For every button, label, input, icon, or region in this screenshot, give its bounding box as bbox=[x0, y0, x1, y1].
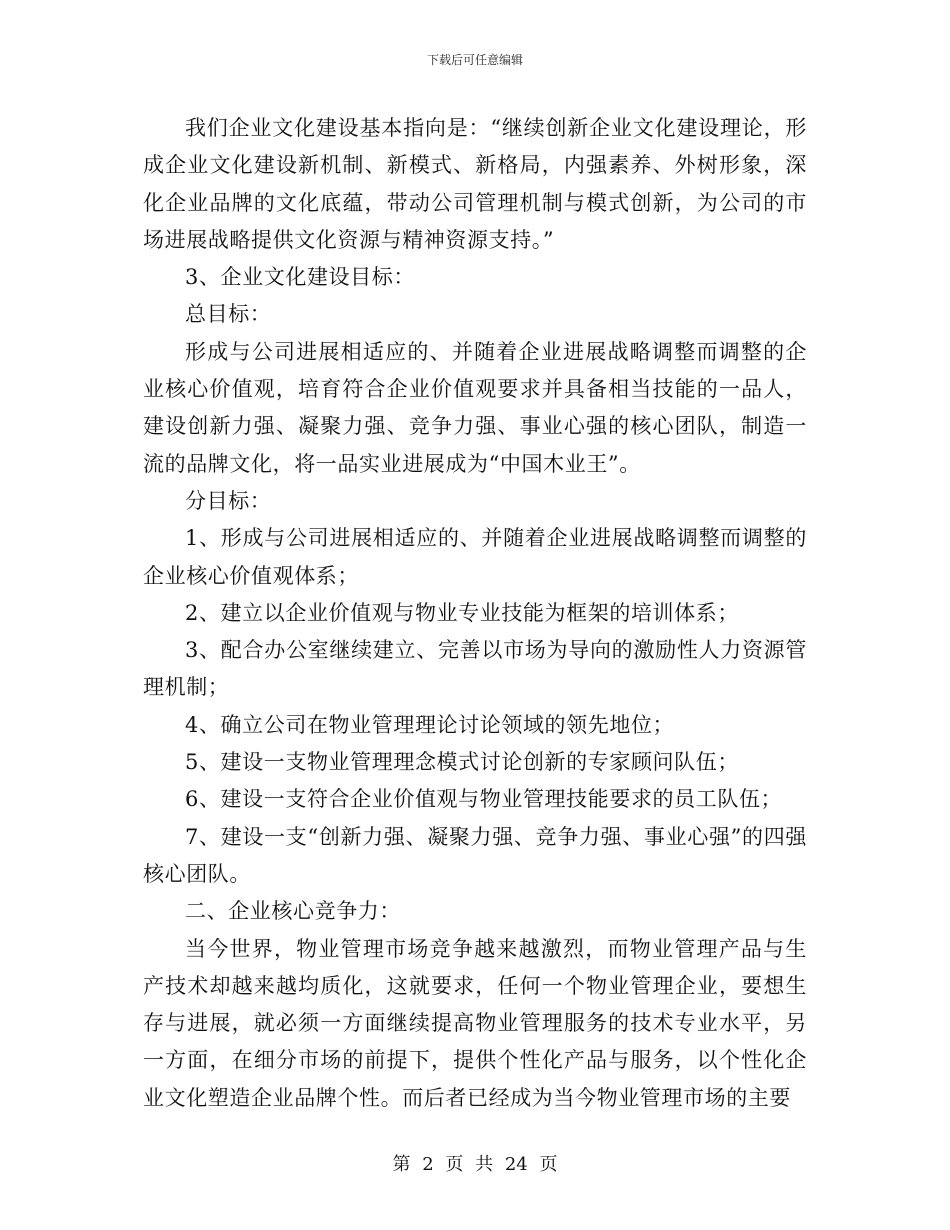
list-item: 5、建设一支物业管理理念模式讨论创新的专家顾问队伍； bbox=[185, 750, 739, 775]
list-item: 1、形成与公司进展相适应的、并随着企业进展战略调整而调整的企业核心价值观体系； bbox=[143, 526, 807, 588]
paragraph-overall-goal: 形成与公司进展相适应的、并随着企业进展战略调整而调整的企业核心价值观，培育符合企业价值观要求并具备相当技能的一品人，建设创新力强、凝聚力强、竞争力强、事业心强的核心团队，制造一流的品牌文化，将一品实业进展成为“中国木业王”。 bbox=[143, 339, 807, 476]
list-item: 6、建设一支符合企业价值观与物业管理技能要求的员工队伍； bbox=[185, 787, 783, 812]
page-header: 下载后可任意编辑 bbox=[426, 53, 523, 67]
paragraph-core-competence: 当今世界，物业管理市场竞争越来越激烈，而物业管理产品与生产技术却越来越均质化，这就要求，任何一个物业管理企业，要想生存与进展，就必须一方面继续提高物业管理服务的技术专业水平，另一方面，在细分市场的前提下，提供个性化产品与服务，以个性化企业文化塑造企业品牌个性。而后者已经成为当今物业管理市场的主要 bbox=[143, 936, 807, 1110]
heading-overall-goal: 总目标： bbox=[185, 302, 272, 327]
list-item: 4、确立公司在物业管理理论讨论领域的领先地位； bbox=[185, 712, 675, 737]
page-number: 第 2 页 共 24 页 bbox=[392, 1154, 558, 1175]
paragraph-guideline: 我们企业文化建设基本指向是：“继续创新企业文化建设理论，形成企业文化建设新机制、新模式、新格局，内强素养、外树形象，深化企业品牌的文化底蕴，带动公司管理机制与模式创新，为公司的市场进展战略提供文化资源与精神资源支持。” bbox=[143, 116, 807, 252]
heading-sub-goals: 分目标： bbox=[185, 488, 272, 513]
list-item: 3、配合办公室继续建立、完善以市场为导向的激励性人力资源管理机制； bbox=[143, 638, 807, 700]
document-body bbox=[143, 110, 807, 1117]
heading-culture-goals: 3、企业文化建设目标： bbox=[185, 265, 415, 290]
list-item: 2、建立以企业价值观与物业专业技能为框架的培训体系； bbox=[185, 600, 739, 625]
list-item: 7、建设一支“创新力强、凝聚力强、竞争力强、事业心强”的四强核心团队。 bbox=[143, 824, 807, 886]
heading-core-competence: 二、企业核心竞争力： bbox=[185, 899, 401, 924]
